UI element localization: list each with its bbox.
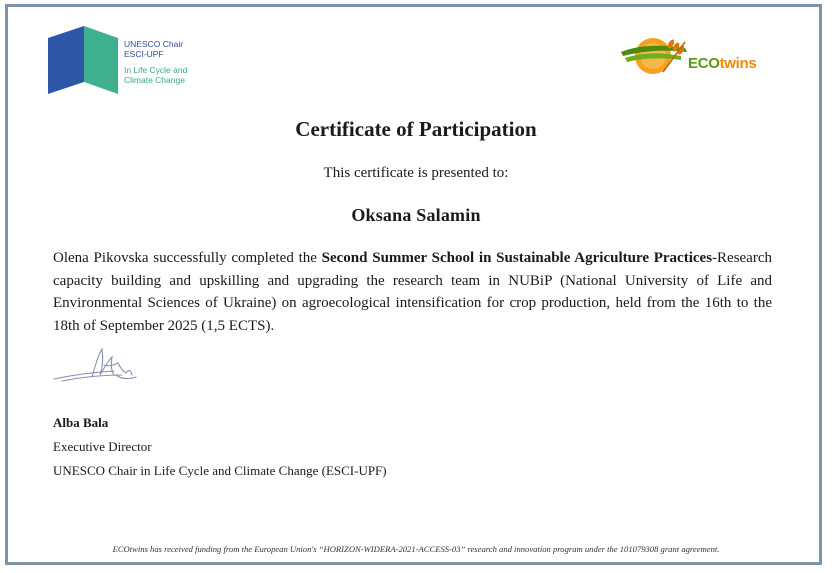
certificate-title: Certificate of Participation [295, 117, 537, 141]
signatory-role: Executive Director [53, 439, 152, 454]
body-intro: Olena Pikovska successfully completed the [53, 250, 322, 266]
unesco-logo-line-1: UNESCO Chair [124, 39, 184, 49]
signatory-block [53, 411, 387, 483]
recipient-name: Oksana Salamin [351, 205, 481, 225]
body-details: -Research capacity building and upskilling and upgrading the research team in NUBiP (National University of Life and Environmental Sciences of Ukraine) on agroecological intensification for crop production, held from the 16th to the 18th of September 2025 (1,5 ECTS). [53, 250, 772, 334]
unesco-chair-logo-text [124, 40, 187, 85]
signatory-name: Alba Bala [53, 415, 109, 430]
signature-image [52, 345, 162, 390]
certificate-body [53, 247, 772, 337]
course-name: Second Summer School in Sustainable Agriculture Practices [321, 250, 713, 266]
unesco-logo-line-4: Climate Change [124, 74, 185, 85]
unesco-logo-line-2: ESCI-UPF [124, 48, 164, 59]
ecotwins-logo-wordmark [688, 55, 756, 72]
presented-to-line: This certificate is presented to: [323, 165, 509, 181]
unesco-logo-line-3: In Life Cycle and [124, 65, 188, 75]
ecotwins-twins: twins [719, 55, 757, 72]
signatory-organization: UNESCO Chair in Life Cycle and Climate Change (ESCI-UPF) [53, 463, 387, 478]
funding-footer: ECOtwins has received funding from the European Union's “HORIZON-WIDERA-2021-ACCESS-03” research and innovation program under the 101079308 grant agreement. [112, 544, 720, 554]
ecotwins-eco: ECO [688, 55, 720, 72]
